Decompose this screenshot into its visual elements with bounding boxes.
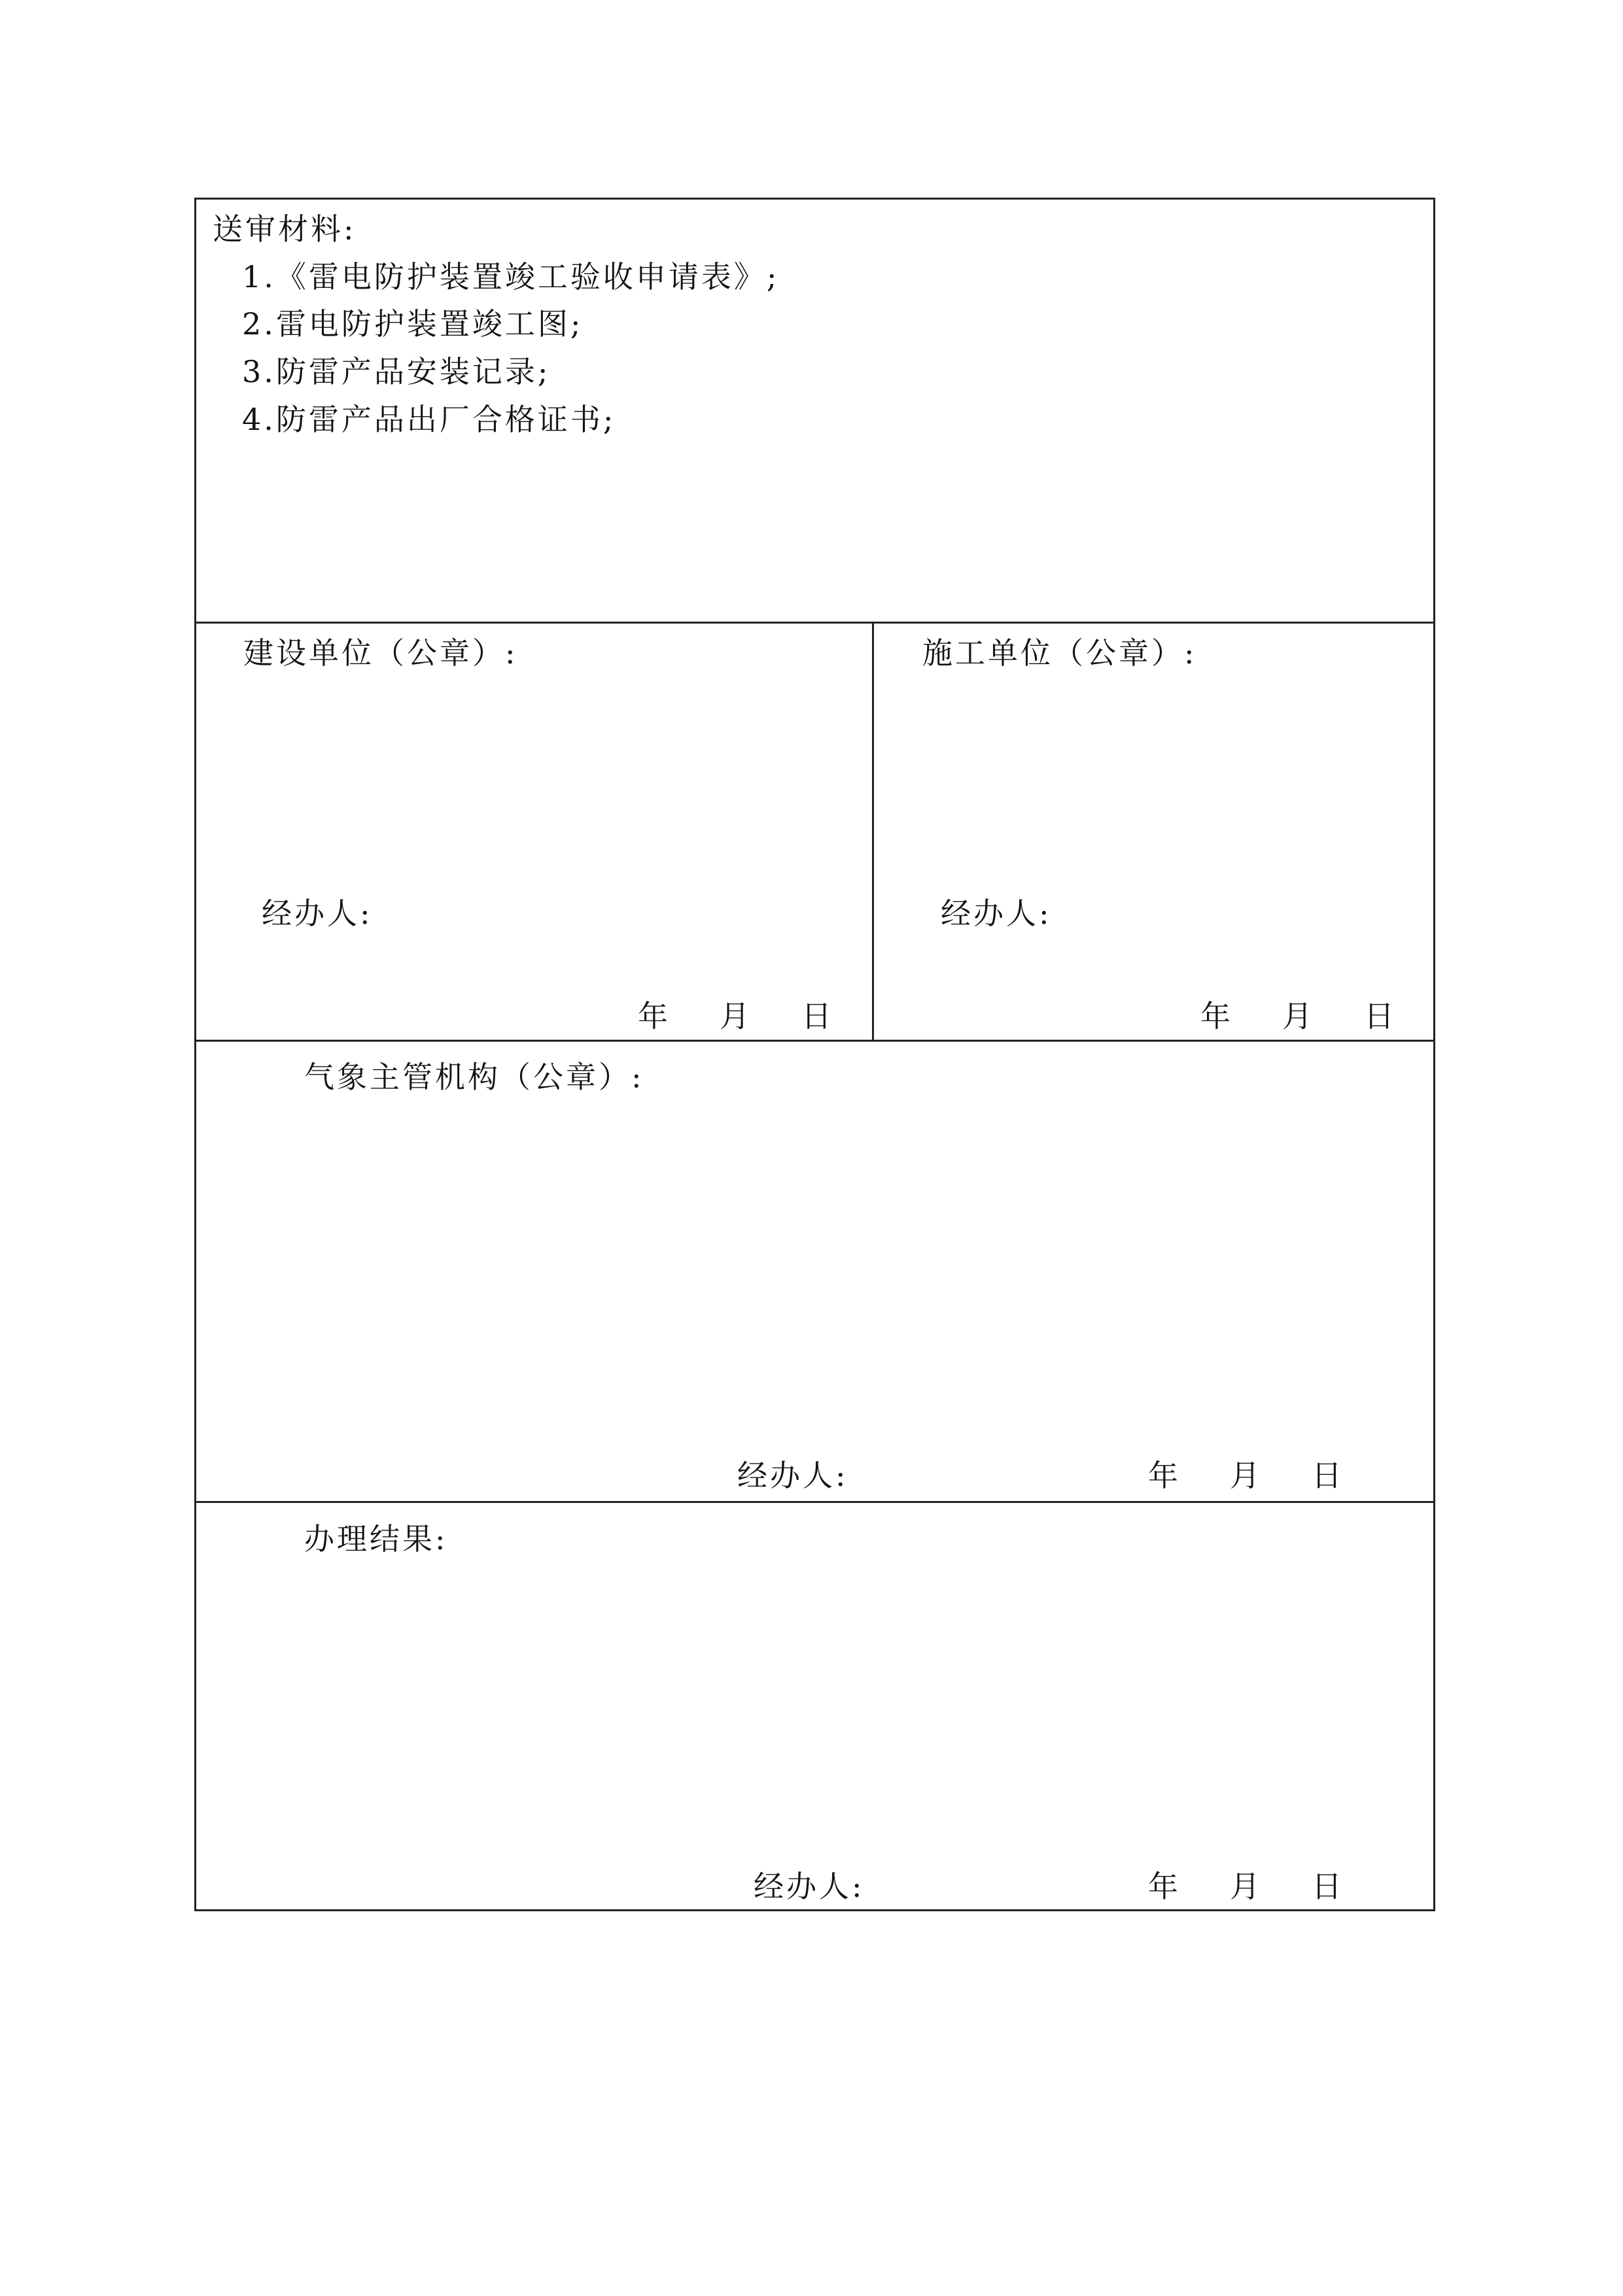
row-divider-authority xyxy=(196,1501,1433,1503)
materials-item: 1.《雷电防护装置竣工验收申请表》; xyxy=(242,259,780,294)
materials-item: 4.防雷产品出厂合格证书; xyxy=(242,402,616,437)
row-divider-materials xyxy=(196,622,1433,624)
builder-unit-date-month: 月 xyxy=(1282,998,1312,1034)
meteorological-authority-date-month: 月 xyxy=(1230,1458,1260,1493)
construction-unit-handler-label: 经办人: xyxy=(262,896,373,931)
construction-unit-title: 建设单位（公章）: xyxy=(243,635,518,671)
result-date-year: 年 xyxy=(1148,1869,1178,1904)
column-divider-units xyxy=(872,622,874,1040)
approval-form-table xyxy=(194,198,1435,1911)
result-title: 办理结果: xyxy=(304,1521,448,1557)
construction-unit-date-year: 年 xyxy=(638,998,668,1034)
construction-unit-date-month: 月 xyxy=(720,998,750,1034)
builder-unit-title: 施工单位（公章）: xyxy=(922,635,1197,671)
meteorological-authority-title: 气象主管机构（公章）: xyxy=(304,1059,644,1095)
materials-item: 3.防雷产品安装记录; xyxy=(242,354,551,389)
construction-unit-date-day: 日 xyxy=(801,998,831,1034)
meteorological-authority-date-day: 日 xyxy=(1312,1458,1342,1493)
row-divider-units xyxy=(196,1040,1433,1042)
materials-item: 2.雷电防护装置竣工图; xyxy=(242,306,584,342)
builder-unit-date-year: 年 xyxy=(1200,998,1230,1034)
result-date-day: 日 xyxy=(1312,1869,1342,1904)
materials-heading: 送审材料: xyxy=(213,211,357,247)
meteorological-authority-handler-label: 经办人: xyxy=(737,1458,848,1493)
result-handler-label: 经办人: xyxy=(754,1869,865,1904)
result-date-month: 月 xyxy=(1230,1869,1260,1904)
meteorological-authority-date-year: 年 xyxy=(1148,1458,1178,1493)
builder-unit-handler-label: 经办人: xyxy=(941,896,1052,931)
builder-unit-date-day: 日 xyxy=(1364,998,1394,1034)
